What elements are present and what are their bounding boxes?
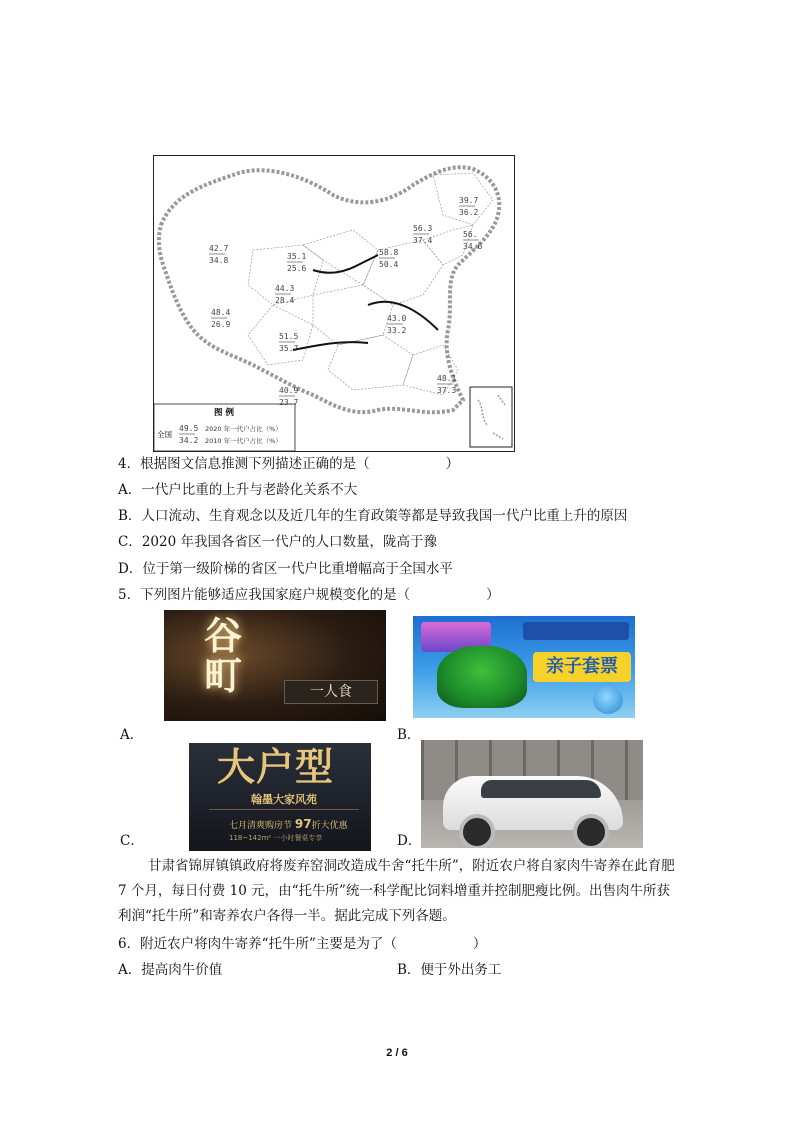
map-label-2020: 58.8 (379, 248, 399, 257)
map-label-2010: 28.4 (275, 296, 295, 305)
pic-b-banner: 亲子套票 (533, 652, 631, 682)
map-label-2020: 39.7 (459, 196, 479, 205)
q6-stem: 6．附近农户将肉牛寄养“托牛所”主要是为了（ ） (118, 936, 487, 952)
legend-title: 图 例 (214, 408, 234, 418)
map-label-2020: 51.5 (279, 332, 299, 341)
map-label-2020: 44.3 (275, 284, 295, 293)
q4-option-d: D．位于第一级阶梯的省区一代户比重增幅高于全国水平 (118, 561, 453, 577)
map-label-2010: 37.4 (413, 236, 433, 245)
q4-option-c: C．2020 年我国各省区一代户的人口数量，陇高于豫 (118, 534, 437, 550)
q5-label-b: B． (397, 727, 421, 743)
pic-c-title: 大户型 (217, 744, 335, 789)
map-label-2020: 56. (463, 230, 478, 239)
q6-option-a: A．提高肉牛价值 (118, 962, 223, 978)
legend-val-2020: 49.5 (179, 424, 199, 433)
picture-c (189, 743, 371, 851)
picture-a (164, 610, 386, 721)
map-label-2020: 35.1 (287, 252, 307, 261)
map-label-2010: 34.8 (209, 256, 229, 265)
map-label-2010: 23.7 (279, 398, 299, 407)
q4-stem: 4．根据图文信息推测下列描述正确的是（ ） (118, 456, 460, 472)
passage-text: 甘肃省锦屏镇镇政府将废弃窑洞改造成牛舍“托牛所”，附近农户将自家肉牛寄养在此育肥 7 个月，每日付费 10 元，由“托牛所”统一科学配比饲料增重并控制肥瘦比例。出售肉牛所获利润“托牛所”和寄养农户各得一半。据此完成下列各题。 (118, 858, 675, 924)
map-label-2010: 25.6 (287, 264, 307, 273)
pic-a-sign-3: 一人食 (284, 680, 378, 704)
map-label-2010: 26.9 (211, 320, 231, 329)
q5-label-a: A． (120, 727, 144, 743)
map-label-2020: 42.7 (209, 244, 229, 253)
pic-a-sign-2: 町 (204, 654, 243, 698)
pic-a-sign-1: 谷 (204, 614, 243, 658)
picture-b (413, 616, 635, 718)
q5-stem: 5．下列图片能够适应我国家庭户规模变化的是（ ） (118, 587, 500, 603)
legend-text-2010: 2010 年一代户占比（%） (205, 437, 282, 445)
q4-option-a: A．一代户比重的上升与老龄化关系不大 (118, 482, 358, 498)
legend-text-2020: 2020 年一代户占比（%） (205, 425, 282, 433)
map-label-2010: 35.7 (279, 344, 299, 353)
map-label-2010: 36.2 (459, 208, 479, 217)
map-label-2010: 50.4 (379, 260, 399, 269)
pic-c-note: 118~142m² 一小时餐桌专享 (229, 834, 323, 842)
map-label-2010: 34.6 (463, 242, 483, 251)
map-label-2020: 48.1 (437, 374, 457, 383)
pic-c-subtitle: 翰墨大家风苑 (251, 793, 317, 806)
q6-option-b: B．便于外出务工 (397, 962, 502, 978)
q5-label-c: C． (120, 833, 144, 849)
pic-c-promo: 七月清爽购房节 97折大优惠 (229, 817, 348, 831)
legend-region: 全国 (157, 430, 172, 439)
map-label-2010: 37.3 (437, 386, 457, 395)
map-label-2020: 48.4 (211, 308, 231, 317)
map-label-2020: 43.0 (387, 314, 407, 323)
q4-option-b: B．人口流动、生育观念以及近几年的生育政策等都是导致我国一代户比重上升的原因 (118, 508, 628, 524)
south-china-sea-inset (470, 387, 512, 447)
map-label-2010: 33.2 (387, 326, 407, 335)
picture-d (421, 740, 643, 848)
china-population-map (153, 155, 515, 452)
page-number: 2 / 6 (386, 1047, 408, 1059)
map-label-2020: 40.9 (279, 386, 299, 395)
q5-label-d: D． (397, 833, 422, 849)
map-label-2020: 56.3 (413, 224, 433, 233)
legend-val-2010: 34.2 (179, 436, 199, 445)
